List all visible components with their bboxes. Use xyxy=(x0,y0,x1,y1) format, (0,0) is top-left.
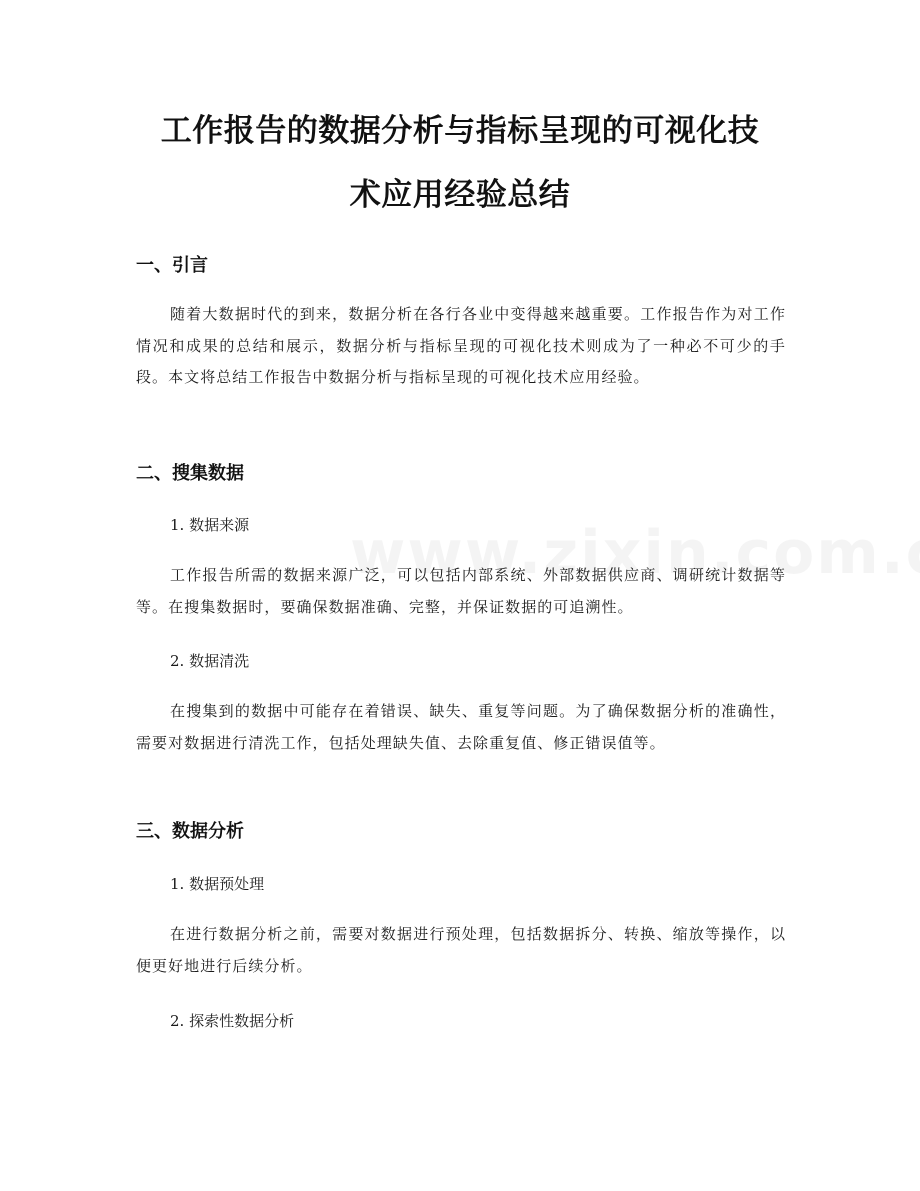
subheading-data-preprocessing: 1. 数据预处理 xyxy=(170,875,265,893)
section-heading-data-analysis: 三、数据分析 xyxy=(136,821,244,842)
section-heading-introduction: 一、引言 xyxy=(136,255,208,276)
paragraph-data-cleaning: 在搜集到的数据中可能存在着错误、缺失、重复等问题。为了确保数据分析的准确性，需要对数据进行清洗工作，包括处理缺失值、去除重复值、修正错误值等。 xyxy=(136,702,786,752)
paragraph-data-source: 工作报告所需的数据来源广泛，可以包括内部系统、外部数据供应商、调研统计数据等等。在搜集数据时，要确保数据准确、完整，并保证数据的可追溯性。 xyxy=(136,566,786,616)
page-title xyxy=(120,99,800,227)
section-paragraph-introduction: 随着大数据时代的到来，数据分析在各行各业中变得越来越重要。工作报告作为对工作情况和成果的总结和展示，数据分析与指标呈现的可视化技术则成为了一种必不可少的手段。本文将总结工作报告中数据分析与指标呈现的可视化技术应用经验。 xyxy=(136,305,786,386)
page-title-line-1: 工作报告的数据分析与指标呈现的可视化技 xyxy=(160,113,760,149)
section-heading-collect-data: 二、搜集数据 xyxy=(136,463,244,484)
paragraph-data-preprocessing: 在进行数据分析之前，需要对数据进行预处理，包括数据拆分、转换、缩放等操作，以便更好地进行后续分析。 xyxy=(136,925,786,975)
subheading-data-source: 1. 数据来源 xyxy=(170,516,250,534)
subheading-exploratory-analysis: 2. 探索性数据分析 xyxy=(170,1012,295,1030)
page-title-line-2: 术应用经验总结 xyxy=(349,177,571,213)
subheading-data-cleaning: 2. 数据清洗 xyxy=(170,652,250,670)
